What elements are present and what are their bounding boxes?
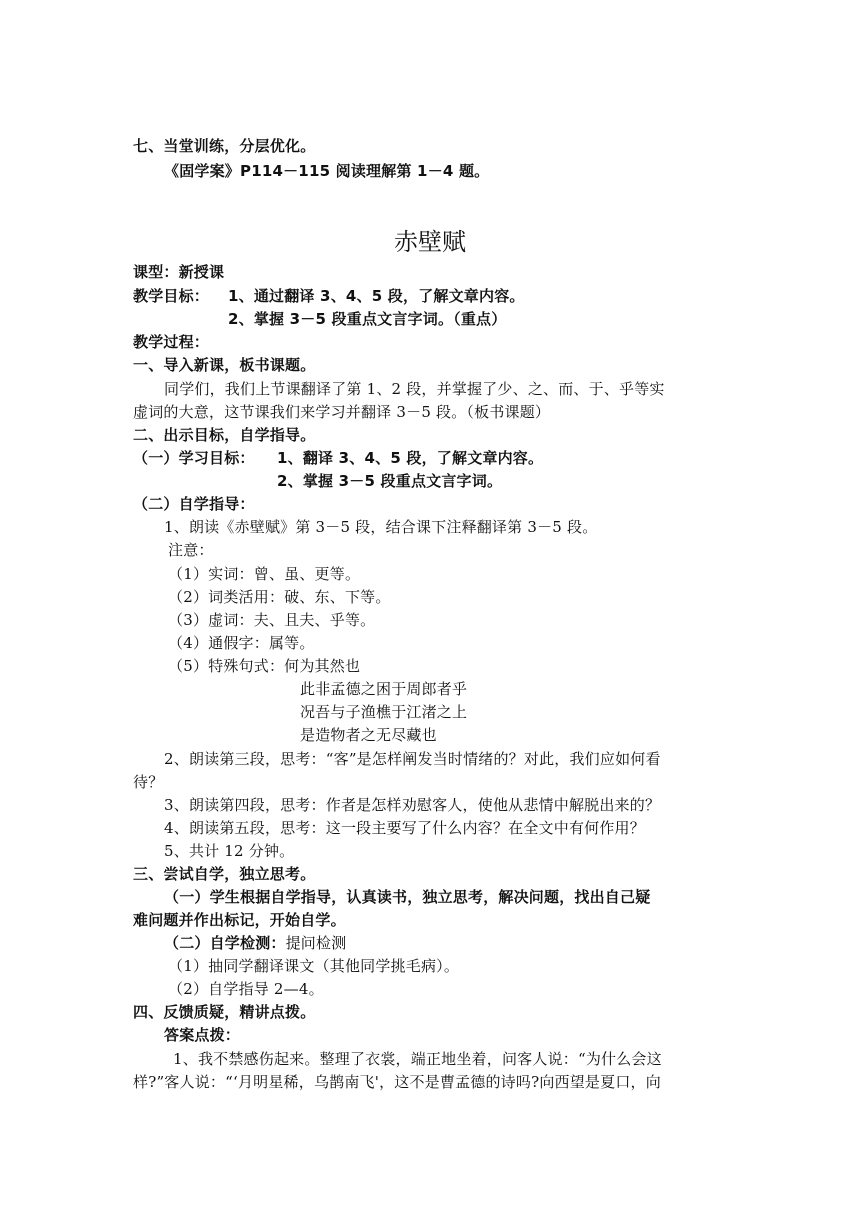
lesson-title: 赤壁赋 bbox=[394, 228, 466, 256]
course-type: 课型：新授课 bbox=[133, 263, 225, 281]
note-5: （5）特殊句式：何为其然也 bbox=[168, 657, 361, 675]
h3-sub2-row bbox=[164, 932, 346, 954]
guide-2-line-2: 待？ bbox=[133, 773, 164, 791]
h3-sub2-text: 提问检测 bbox=[285, 934, 347, 952]
guide-4: 4、朗读第五段，思考：这一段主要写了什么内容？在全文中有何作用？ bbox=[164, 819, 645, 837]
h3-sub2-label: （二）自学检测： bbox=[164, 934, 286, 952]
note-1: （1）实词：曾、虽、更等。 bbox=[168, 565, 361, 583]
goal-1: 1、通过翻译 3、4、5 段，了解文章内容。 bbox=[228, 287, 525, 305]
h2-sub1-goal-1: 1、翻译 3、4、5 段，了解文章内容。 bbox=[277, 449, 544, 467]
note-5-example-3: 况吾与子渔樵于江渚之上 bbox=[300, 703, 468, 721]
h1-paragraph-line-2: 虚词的大意，这节课我们来学习并翻译 3－5 段。（板书课题） bbox=[133, 403, 551, 421]
heading-4: 四、反馈质疑，精讲点拨。 bbox=[133, 1003, 316, 1021]
note-2: （2）词类活用：破、东、下等。 bbox=[168, 588, 391, 606]
heading-2: 二、出示目标，自学指导。 bbox=[133, 426, 316, 444]
guide-3: 3、朗读第四段，思考：作者是怎样劝慰客人，使他从悲情中解脱出来的？ bbox=[164, 796, 661, 814]
note-5-example-2: 此非孟德之困于周郎者乎 bbox=[300, 680, 468, 698]
h2-sub1-goal-2: 2、掌握 3－5 段重点文言字词。 bbox=[277, 472, 503, 490]
answer-label: 答案点拨： bbox=[164, 1026, 241, 1044]
note-4: （4）通假字：属等。 bbox=[168, 634, 315, 652]
h2-sub2-label: （二）自学指导： bbox=[133, 495, 255, 513]
process-label: 教学过程： bbox=[133, 333, 210, 351]
h3-paragraph-line-1: （一）学生根据自学指导，认真读书，独立思考，解决问题，找出自己疑 bbox=[164, 888, 651, 906]
heading-1: 一、导入新课，板书课题。 bbox=[133, 356, 316, 374]
guide-2-line-1: 2、朗读第三段，思考：“客”是怎样阐发当时情绪的？对此，我们应如何看 bbox=[164, 750, 661, 768]
answer-1-line-2: 样?”客人说：“‘月明星稀，乌鹊南飞'，这不是曹孟德的诗吗?向西望是夏口，向 bbox=[133, 1073, 661, 1091]
section-7-text: 《固学案》P114－115 阅读理解第 1－4 题。 bbox=[164, 162, 490, 180]
goal-2: 2、掌握 3－5 段重点文言字词。（重点） bbox=[228, 310, 507, 328]
heading-3: 三、尝试自学，独立思考。 bbox=[133, 865, 316, 883]
guide-5: 5、共计 12 分钟。 bbox=[164, 842, 295, 860]
note-label: 注意： bbox=[168, 541, 214, 559]
h3-sub2-item-1: （1）抽同学翻译课文（其他同学挑毛病）。 bbox=[168, 957, 460, 975]
answer-1-line-1: 1、我不禁感伤起来。整理了衣裳，端正地坐着，问客人说：“为什么会这 bbox=[173, 1050, 662, 1068]
h2-sub1-label: （一）学习目标： bbox=[133, 449, 255, 467]
h3-paragraph-line-2: 难问题并作出标记，开始自学。 bbox=[133, 911, 346, 929]
guide-1: 1、朗读《赤壁赋》第 3－5 段，结合课下注释翻译第 3－5 段。 bbox=[164, 518, 598, 536]
section-7-heading: 七、当堂训练，分层优化。 bbox=[133, 137, 316, 155]
note-5-example-4: 是造物者之无尽藏也 bbox=[300, 726, 437, 744]
note-3: （3）虚词：夫、且夫、乎等。 bbox=[168, 611, 376, 629]
h1-paragraph-line-1: 同学们，我们上节课翻译了第 1、2 段，并掌握了少、之、而、于、乎等实 bbox=[164, 380, 665, 398]
goal-label: 教学目标： bbox=[133, 287, 210, 305]
h3-sub2-item-2: （2）自学指导 2—4。 bbox=[168, 980, 324, 998]
